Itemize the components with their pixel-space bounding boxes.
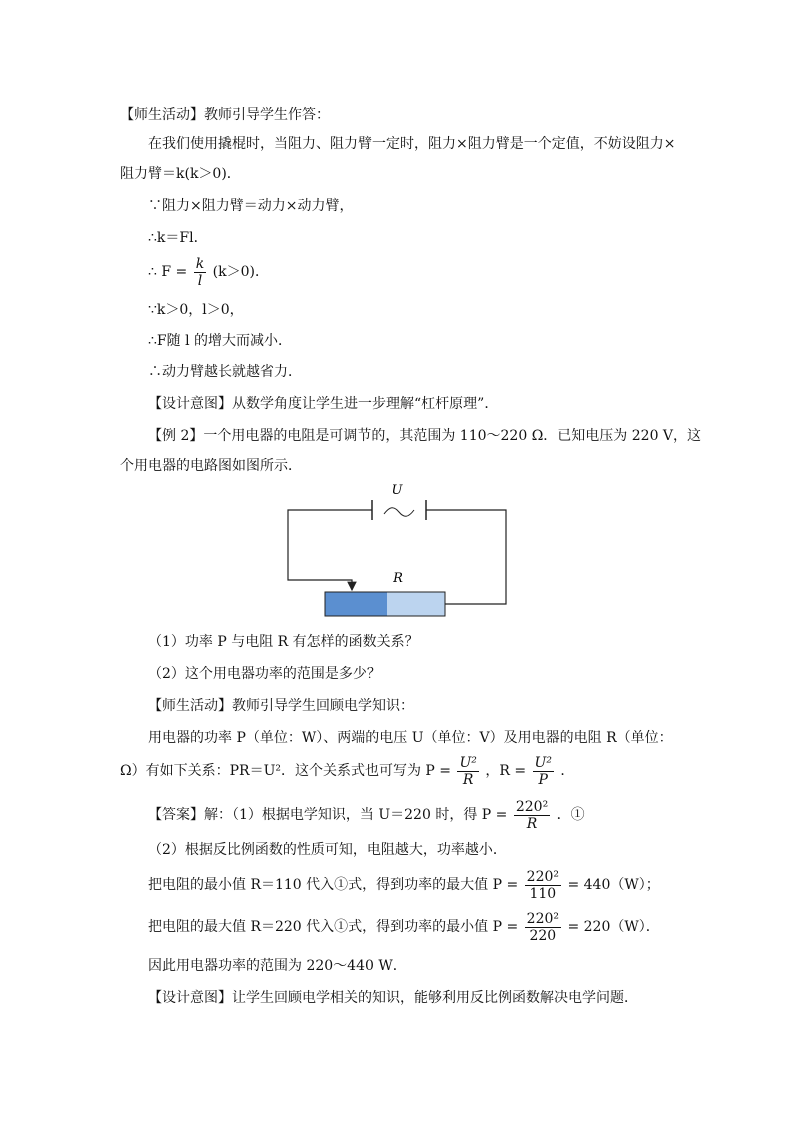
fraction <box>457 755 478 788</box>
paragraph-line: ∴F随 l 的增大而减小． <box>148 333 292 349</box>
formula-separator: ，R = <box>485 763 527 779</box>
answer-suffix: = 220（W）． <box>567 919 660 935</box>
answer-suffix: = 440（W）； <box>567 877 660 893</box>
formula-prefix: ∴ F = <box>148 264 188 280</box>
paragraph-line: 阻力臂＝k(k＞0)． <box>120 166 241 182</box>
answer-line-3 <box>148 866 660 904</box>
question-1: （1）功率 P 与电阻 R 有怎样的函数关系？ <box>148 634 419 650</box>
resistor-right-part <box>387 592 445 616</box>
question-2: （2）这个用电器功率的范围是多少？ <box>148 666 381 682</box>
activity-heading-2: 【师生活动】教师引导学生回顾电学知识： <box>148 698 414 714</box>
fraction <box>194 256 206 289</box>
fraction-denominator: R <box>526 815 538 832</box>
paragraph-line: ∵k＞0，l＞0， <box>148 302 244 318</box>
fraction-numerator: 220² <box>515 798 549 815</box>
fraction-denominator: P <box>538 771 548 788</box>
paragraph-line: ∴k＝Fl． <box>148 230 208 246</box>
activity-heading-1: 【师生活动】教师引导学生作答： <box>120 107 330 123</box>
voltage-label: U <box>391 483 403 498</box>
formula-line <box>120 752 574 790</box>
paragraph-line: ∴动力臂越长就越省力． <box>148 364 302 380</box>
fraction-denominator: 110 <box>529 885 557 902</box>
circuit-diagram <box>280 480 520 620</box>
paragraph-line: 用电器的功率 P（单位：W）、两端的电压 U（单位：V）及用电器的电阻 R（单位： <box>148 730 673 746</box>
fraction-denominator: 220 <box>529 927 557 944</box>
answer-line-4 <box>148 908 660 946</box>
answer-prefix: 【答案】解：（1）根据电学知识，当 U＝220 时，得 P = <box>148 807 508 823</box>
design-intent-1: 【设计意图】从数学角度让学生进一步理解“杠杆原理”． <box>148 396 499 412</box>
fraction <box>525 869 561 902</box>
fraction-numerator: 220² <box>526 868 560 885</box>
formula-suffix: ． <box>560 763 575 779</box>
fraction-numerator: k <box>195 255 205 272</box>
fraction-numerator: U² <box>459 754 477 771</box>
answer-line-1 <box>148 796 585 834</box>
answer-line-2: （2）根据反比例函数的性质可知，电阻越大，功率越小． <box>148 842 507 858</box>
fraction <box>514 799 550 832</box>
ac-wave-icon <box>384 508 414 517</box>
fraction-numerator: 220² <box>526 910 560 927</box>
example-2-line: 个用电器的电路图如图所示． <box>120 458 302 474</box>
answer-prefix: 把电阻的最大值 R＝220 代入①式，得到功率的最小值 P = <box>148 919 519 935</box>
paragraph-line: 在我们使用撬棍时，当阻力、阻力臂一定时，阻力×阻力臂是一个定值，不妨设阻力× <box>148 136 676 152</box>
left-wire <box>288 510 372 590</box>
design-intent-2: 【设计意图】让学生回顾电学相关的知识，能够利用反比例函数解决电学问题． <box>148 990 638 1006</box>
answer-suffix: ．① <box>556 807 585 823</box>
example-2-line: 【例 2】一个用电器的电阻是可调节的，其范围为 110～220 Ω．已知电压为 220 V，这 <box>148 428 702 444</box>
answer-conclusion: 因此用电器功率的范围为 220～440 W． <box>148 958 407 974</box>
fraction <box>525 911 561 944</box>
formula-line <box>148 254 269 290</box>
formula-suffix: (k＞0)． <box>212 264 269 280</box>
fraction-denominator: l <box>197 272 203 289</box>
fraction <box>533 755 554 788</box>
answer-prefix: 把电阻的最小值 R＝110 代入①式，得到功率的最大值 P = <box>148 877 519 893</box>
resistor-label: R <box>393 571 403 586</box>
paragraph-line: ∵阻力×阻力臂＝动力×动力臂， <box>148 198 354 214</box>
fraction-denominator: R <box>462 771 474 788</box>
formula-prefix: Ω）有如下关系：PR＝U²．这个关系式也可写为 P = <box>120 763 452 779</box>
resistor-left-part <box>325 592 387 616</box>
fraction-numerator: U² <box>534 754 552 771</box>
right-wire <box>426 510 506 604</box>
